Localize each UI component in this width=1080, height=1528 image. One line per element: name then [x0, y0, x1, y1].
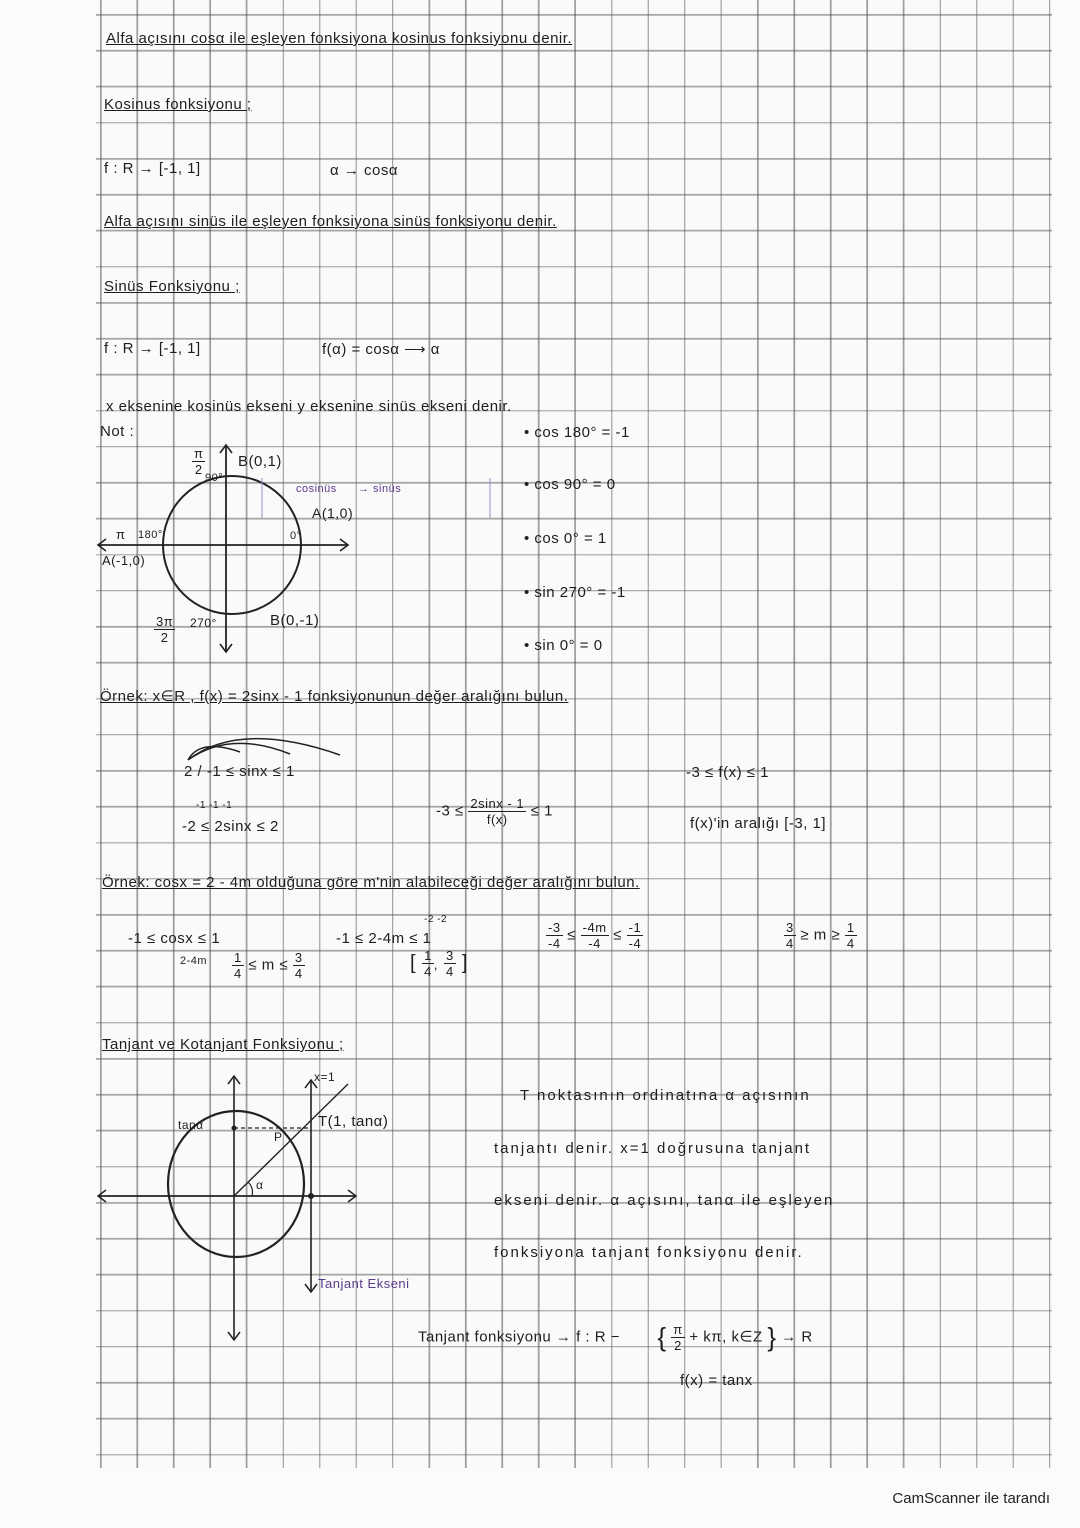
- deg-90-label: 90°: [205, 472, 224, 484]
- x-equals-1-label: x=1: [314, 1070, 336, 1084]
- point-a-right: A(1,0): [312, 505, 354, 521]
- cosine-axis-label: cosinüs: [296, 483, 337, 495]
- tangent-text-line: tanjantı denir. x=1 doğrusuna tanjant: [494, 1140, 812, 1157]
- tan-alpha-label: tanα: [178, 1118, 204, 1132]
- deg-0-label: 0°: [290, 530, 302, 542]
- scanner-watermark: CamScanner ile tarandı: [892, 1490, 1050, 1507]
- example2-step5: $\frac{1}{4}$ ≤ m ≤ $\frac{3}{4}$: [234, 950, 303, 981]
- sine-mapping-2: f(α) = cosα ⟶ α: [322, 341, 440, 358]
- fact-item: • sin 270° = -1: [524, 584, 626, 601]
- example1-prompt: Örnek: x∈R , f(x) = 2sinx - 1 fonksiyonunun değer aralığını bulun.: [100, 688, 569, 705]
- example2-step1-under: 2-4m: [180, 955, 208, 967]
- example2-step2: -1 ≤ 2-4m ≤ 1: [336, 930, 432, 947]
- pi-label: π: [116, 527, 126, 542]
- sine-function-title: Sinüs Fonksiyonu ;: [104, 278, 240, 295]
- sine-axis-label: → sinüs: [358, 483, 402, 495]
- example1-result1: -3 ≤ f(x) ≤ 1: [686, 764, 769, 781]
- fact-item: • cos 180° = -1: [524, 424, 630, 441]
- example1-step2-marks: -1 -1 -1: [196, 800, 233, 811]
- tangent-text-line: ekseni denir. α açısını, tanα ile eşleyen: [494, 1192, 835, 1209]
- fact-item: • sin 0° = 0: [524, 637, 603, 654]
- point-t-label: T(1, tanα): [318, 1113, 389, 1130]
- three-pi-half-label: $\frac{3\pi}{2}$: [156, 614, 174, 645]
- note-label: Not :: [100, 423, 135, 440]
- tangent-formula: Tanjant fonksiyonu → f : R − { $\frac{\pi}{2}$ + kπ, k∈Z } → R: [418, 1322, 813, 1353]
- deg-270-label: 270°: [190, 616, 217, 630]
- example1-step3: -3 ≤ $\frac{2\sin x - 1}{f(x)}$ ≤ 1: [436, 796, 553, 827]
- example2-step3: $\frac{-3}{-4}$ ≤ $\frac{-4m}{-4}$ ≤ $\frac{-1}{-4}$: [548, 920, 642, 951]
- example1-result2: f(x)'in aralığı [-3, 1]: [690, 815, 827, 832]
- axes-definition: x eksenine kosinüs ekseni y eksenine sinüs ekseni denir.: [106, 398, 512, 415]
- cosine-definition: Alfa açısını cosα ile eşleyen fonksiyona kosinus fonksiyonu denir.: [106, 30, 573, 47]
- tangent-text-line: T noktasının ordinatına α açısının: [520, 1087, 811, 1104]
- tangent-axis-label: Tanjant Ekseni: [318, 1276, 410, 1291]
- point-b-bottom: B(0,-1): [270, 612, 320, 629]
- example2-step4: $\frac{3}{4}$ ≥ m ≥ $\frac{1}{4}$: [786, 920, 855, 951]
- tangent-text-line: fonksiyona tanjant fonksiyonu denir.: [494, 1244, 804, 1261]
- tangent-fx: f(x) = tanx: [680, 1372, 753, 1389]
- pi-half-label: $\frac{\pi}{2}$: [194, 446, 204, 477]
- point-a-left: A(-1,0): [102, 553, 146, 568]
- fact-item: • cos 90° = 0: [524, 476, 616, 493]
- example2-interval: [ $\frac{1}{4}$ , $\frac{3}{4}$ ]: [410, 948, 468, 979]
- cosine-mapping-2: α → cosα: [330, 162, 399, 179]
- point-p-label: P: [274, 1130, 283, 1144]
- tangent-diagram: [0, 0, 1, 1]
- cosine-mapping: f : R → [-1, 1]: [104, 160, 201, 177]
- deg-180-label: 180°: [138, 529, 163, 541]
- example2-step1: -1 ≤ cosx ≤ 1: [128, 930, 221, 947]
- fact-item: • cos 0° = 1: [524, 530, 607, 547]
- sine-mapping: f : R → [-1, 1]: [104, 340, 201, 357]
- tangent-title: Tanjant ve Kotanjant Fonksiyonu ;: [102, 1036, 344, 1053]
- example1-step1: 2 / -1 ≤ sinx ≤ 1: [184, 763, 295, 780]
- point-b-top: B(0,1): [238, 453, 282, 470]
- alpha-angle-label: α: [256, 1178, 264, 1192]
- example2-prompt: Örnek: cosx = 2 - 4m olduğuna göre m'nin alabileceği değer aralığını bulun.: [102, 874, 640, 891]
- cosine-function-title: Kosinus fonksiyonu ;: [104, 96, 252, 113]
- example1-step2: -2 ≤ 2sinx ≤ 2: [182, 818, 279, 835]
- example2-step2-marks: -2 -2: [424, 914, 448, 925]
- sine-definition: Alfa açısını sinüs ile eşleyen fonksiyona sinüs fonksiyonu denir.: [104, 213, 557, 230]
